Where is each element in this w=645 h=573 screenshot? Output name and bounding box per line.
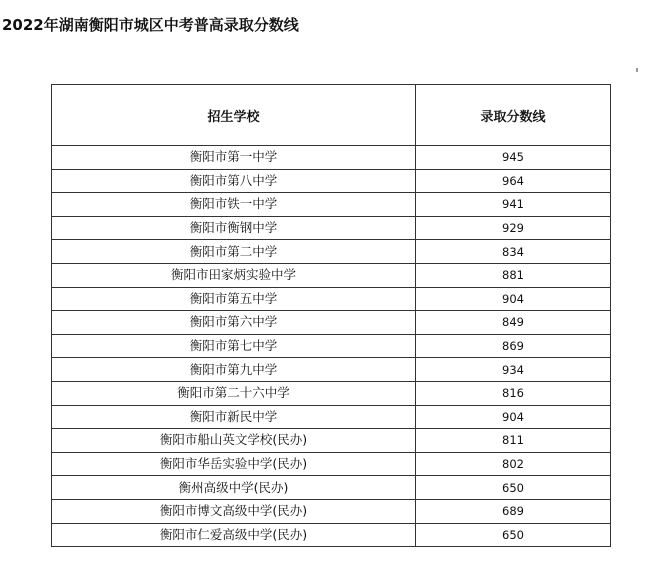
table-row bbox=[52, 358, 611, 382]
table-row bbox=[52, 311, 611, 335]
school-name-cell: 衡阳市第九中学 bbox=[52, 358, 416, 382]
table-row bbox=[52, 381, 611, 405]
school-name-cell: 衡阳市第六中学 bbox=[52, 311, 416, 335]
score-cell: 929 bbox=[416, 216, 611, 240]
table-row bbox=[52, 405, 611, 429]
table-row bbox=[52, 193, 611, 217]
school-name-cell: 衡阳市仁爱高级中学(民办) bbox=[52, 523, 416, 547]
score-cell: 881 bbox=[416, 263, 611, 287]
score-cell: 834 bbox=[416, 240, 611, 264]
table-row bbox=[52, 169, 611, 193]
table-row bbox=[52, 240, 611, 264]
school-name-cell: 衡阳市铁一中学 bbox=[52, 193, 416, 217]
school-name-cell: 衡阳市第八中学 bbox=[52, 169, 416, 193]
school-name-cell: 衡阳市衡钢中学 bbox=[52, 216, 416, 240]
table-row bbox=[52, 287, 611, 311]
score-cell: 904 bbox=[416, 287, 611, 311]
school-name-cell: 衡阳市第二中学 bbox=[52, 240, 416, 264]
table-row bbox=[52, 263, 611, 287]
table-row bbox=[52, 452, 611, 476]
score-cell: 802 bbox=[416, 452, 611, 476]
table-row bbox=[52, 216, 611, 240]
score-cell: 945 bbox=[416, 146, 611, 170]
table-header bbox=[52, 85, 611, 146]
header-row bbox=[52, 85, 611, 146]
table-row bbox=[52, 334, 611, 358]
score-cell: 689 bbox=[416, 499, 611, 523]
score-cell: 849 bbox=[416, 311, 611, 335]
school-name-cell: 衡阳市新民中学 bbox=[52, 405, 416, 429]
table-row bbox=[52, 146, 611, 170]
school-name-cell: 衡阳市第七中学 bbox=[52, 334, 416, 358]
school-name-cell: 衡州高级中学(民办) bbox=[52, 476, 416, 500]
score-cell: 904 bbox=[416, 405, 611, 429]
score-cell: 869 bbox=[416, 334, 611, 358]
score-cell: 941 bbox=[416, 193, 611, 217]
table-row bbox=[52, 429, 611, 453]
header-score: 录取分数线 bbox=[416, 85, 611, 146]
table-row bbox=[52, 476, 611, 500]
score-cell: 964 bbox=[416, 169, 611, 193]
school-name-cell: 衡阳市博文高级中学(民办) bbox=[52, 499, 416, 523]
score-cell: 650 bbox=[416, 476, 611, 500]
page-title: 2022年湖南衡阳市城区中考普高录取分数线 bbox=[2, 16, 299, 34]
school-name-cell: 衡阳市第二十六中学 bbox=[52, 381, 416, 405]
school-name-cell: 衡阳市船山英文学校(民办) bbox=[52, 429, 416, 453]
admission-score-table bbox=[51, 84, 611, 547]
stray-mark bbox=[636, 68, 638, 72]
table-body bbox=[52, 146, 611, 547]
school-name-cell: 衡阳市华岳实验中学(民办) bbox=[52, 452, 416, 476]
table-row bbox=[52, 523, 611, 547]
table-row bbox=[52, 499, 611, 523]
header-school: 招生学校 bbox=[52, 85, 416, 146]
score-cell: 934 bbox=[416, 358, 611, 382]
school-name-cell: 衡阳市第五中学 bbox=[52, 287, 416, 311]
school-name-cell: 衡阳市第一中学 bbox=[52, 146, 416, 170]
school-name-cell: 衡阳市田家炳实验中学 bbox=[52, 263, 416, 287]
score-cell: 811 bbox=[416, 429, 611, 453]
score-cell: 650 bbox=[416, 523, 611, 547]
score-cell: 816 bbox=[416, 381, 611, 405]
